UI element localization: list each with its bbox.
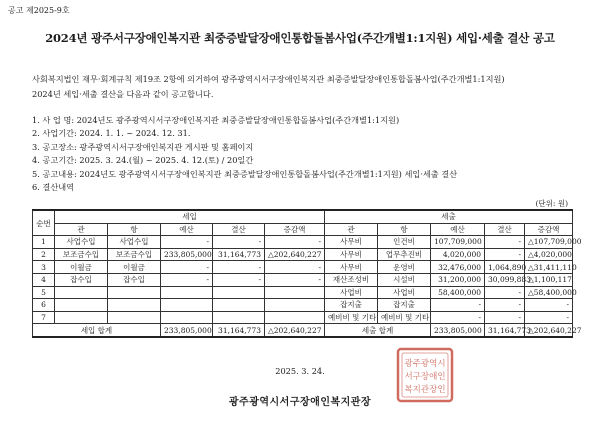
notice-items	[32, 114, 457, 194]
header-revenue: 세입	[55, 210, 325, 223]
table-header-row-2	[33, 223, 573, 236]
header-expenditure: 세출	[325, 210, 573, 223]
cell-no: 3	[33, 261, 55, 274]
cell-e-budget: 31,200,000	[431, 273, 485, 286]
notice-date: 2025. 3. 24.	[275, 366, 325, 376]
table-row	[33, 311, 573, 324]
cell-e-budget: -	[431, 311, 485, 324]
cell-e-settle: -	[485, 299, 525, 312]
cell-e-hang: 잡지출	[378, 299, 431, 312]
cell-r-hang: 잡수입	[108, 273, 161, 286]
seal-line-3: 복지관장인	[404, 385, 446, 395]
cell-e-settle: -	[485, 311, 525, 324]
cell-e-budget: 107,709,000	[431, 236, 485, 249]
item-notice-period: 4. 공고기간: 2025. 3. 24.(월) ~ 2025. 4. 12.(토) / 20일간	[32, 155, 254, 166]
header-r-gwan: 관	[55, 223, 108, 236]
cell-e-var: △4,020,000	[525, 248, 573, 261]
organization-name: 광주광역시서구장애인복지관장	[228, 397, 372, 408]
table-row	[33, 236, 573, 249]
header-e-gwan: 관	[325, 223, 378, 236]
cell-r-var	[265, 299, 325, 312]
cell-e-var: △1,100,117	[525, 273, 573, 286]
cell-r-gwan	[55, 311, 108, 324]
header-r-budget: 예산	[161, 223, 213, 236]
table-row	[33, 286, 573, 299]
cell-e-var: -	[525, 311, 573, 324]
cell-r-settle: -	[213, 261, 265, 274]
seal-line-2: 서구장애인	[404, 372, 446, 382]
seal-line-1: 광주광역시	[404, 359, 446, 369]
cell-e-budget: 32,476,000	[431, 261, 485, 274]
cell-r-hang	[108, 286, 161, 299]
header-r-settlement: 결산	[213, 223, 265, 236]
cell-e-budget: -	[431, 299, 485, 312]
cell-e-var: △107,709,000	[525, 236, 573, 249]
cell-r-settle	[213, 299, 265, 312]
cell-r-settle	[213, 311, 265, 324]
cell-r-gwan: 잡수입	[55, 273, 108, 286]
table-row	[33, 261, 573, 274]
cell-r-hang: 보조금수입	[108, 248, 161, 261]
settlement-table	[32, 209, 582, 338]
revenue-total-variance: △202,640,227	[265, 324, 325, 337]
cell-r-gwan	[55, 299, 108, 312]
header-e-settlement: 결산	[485, 223, 525, 236]
cell-r-var: -	[265, 261, 325, 274]
cell-e-hang: 업무추진비	[378, 248, 431, 261]
cell-r-var	[265, 286, 325, 299]
cell-e-gwan: 사업비	[325, 286, 378, 299]
cell-e-gwan: 예비비 및 기타	[325, 311, 378, 324]
cell-e-settle: -	[485, 236, 525, 249]
page-title: 2024년 광주서구장애인복지관 최중증발달장애인통합돌봄사업(주간개별1:1지원) 세입·세출 결산 공고	[45, 31, 555, 45]
cell-no: 4	[33, 273, 55, 286]
cell-r-settle	[213, 286, 265, 299]
cell-e-settle: -	[485, 248, 525, 261]
intro-line-1: 사회복지법인 재무·회계규칙 제19조 2항에 의거하여 광주광역시서구장애인복지관 최중증발달장애인통합돌봄사업(주간개별1:1지원)	[32, 74, 505, 84]
cell-no: 5	[33, 286, 55, 299]
expenditure-total-variance: △202,640,227	[525, 324, 573, 337]
cell-e-hang: 인건비	[378, 236, 431, 249]
cell-r-hang	[108, 299, 161, 312]
cell-r-budget: 233,805,000	[161, 248, 213, 261]
cell-r-var: -	[265, 236, 325, 249]
header-r-variance: 증감액	[265, 223, 325, 236]
cell-r-gwan: 보조금수입	[55, 248, 108, 261]
cell-r-settle: 31,164,773	[213, 248, 265, 261]
revenue-total-budget: 233,805,000	[161, 324, 213, 337]
cell-e-hang: 시설비	[378, 273, 431, 286]
cell-r-hang: 사업수입	[108, 236, 161, 249]
cell-r-hang: 이월금	[108, 261, 161, 274]
item-notice-place: 3. 공고장소: 광주광역시서구장애인복지관 게시판 및 홈페이지	[32, 141, 254, 152]
cell-no: 6	[33, 299, 55, 312]
cell-r-gwan: 이월금	[55, 261, 108, 274]
cell-e-gwan: 사무비	[325, 261, 378, 274]
item-settlement-details: 6. 결산내역	[32, 182, 75, 193]
cell-r-budget: -	[161, 261, 213, 274]
cell-r-hang	[108, 311, 161, 324]
item-business-name: 1. 사 업 명: 2024년도 광주광역시서구장애인복지관 최중증발달장애인통합돌봄사업(주간개별1:1지원)	[32, 115, 400, 125]
cell-e-gwan: 사무비	[325, 248, 378, 261]
cell-r-settle: -	[213, 236, 265, 249]
header-no: 순번	[33, 210, 55, 236]
table-row	[33, 299, 573, 312]
cell-no: 2	[33, 248, 55, 261]
cell-r-var: △202,640,227	[265, 248, 325, 261]
cell-no: 1	[33, 236, 55, 249]
cell-r-budget: -	[161, 273, 213, 286]
official-seal-icon	[394, 347, 456, 403]
cell-e-var: -	[525, 299, 573, 312]
cell-e-gwan: 사무비	[325, 236, 378, 249]
header-e-budget: 예산	[431, 223, 485, 236]
expenditure-total-label: 세출 합계	[325, 324, 431, 337]
expenditure-total-settlement: 31,164,773	[485, 324, 525, 337]
cell-r-budget	[161, 299, 213, 312]
intro-paragraph	[32, 72, 505, 102]
item-notice-content: 5. 공고내용: 2024년도 광주광역시서구장애인복지관 최중증발달장애인통합돌봄사업(주간개별1:1지원) 세입·세출 결산	[32, 168, 458, 179]
cell-no: 7	[33, 311, 55, 324]
intro-line-2: 2024년 세입·세출 결산을 다음과 같이 공고합니다.	[32, 89, 214, 99]
cell-r-settle: -	[213, 273, 265, 286]
revenue-total-label: 세입 합계	[33, 324, 161, 337]
header-e-variance: 증감액	[525, 223, 573, 236]
cell-r-var	[265, 311, 325, 324]
cell-e-budget: 58,400,000	[431, 286, 485, 299]
header-e-hang: 항	[378, 223, 431, 236]
header-r-hang: 항	[108, 223, 161, 236]
cell-r-gwan: 사업수입	[55, 236, 108, 249]
table-header-row-1	[33, 210, 573, 223]
cell-e-settle: 1,064,890	[485, 261, 525, 274]
cell-e-var: △31,411,110	[525, 261, 573, 274]
cell-r-gwan	[55, 286, 108, 299]
cell-e-hang: 사업비	[378, 286, 431, 299]
item-business-period: 2. 사업기간: 2024. 1. 1. ~ 2024. 12. 31.	[32, 128, 191, 139]
cell-e-settle: 30,099,883	[485, 273, 525, 286]
cell-r-budget	[161, 286, 213, 299]
cell-r-budget	[161, 311, 213, 324]
totals-row	[33, 324, 573, 337]
table-body	[33, 236, 582, 324]
cell-e-gwan: 재산조성비	[325, 273, 378, 286]
table-row	[33, 248, 573, 261]
expenditure-total-budget: 233,805,000	[431, 324, 485, 337]
cell-e-budget: 4,020,000	[431, 248, 485, 261]
cell-r-budget: -	[161, 236, 213, 249]
cell-r-var: -	[265, 273, 325, 286]
cell-e-settle: -	[485, 286, 525, 299]
revenue-total-settlement: 31,164,773	[213, 324, 265, 337]
cell-e-hang: 운영비	[378, 261, 431, 274]
cell-e-var: △58,400,000	[525, 286, 573, 299]
cell-e-hang: 예비비 및 기타	[378, 311, 431, 324]
table-row	[33, 273, 573, 286]
unit-label: (단위: 원)	[535, 199, 568, 208]
cell-e-gwan: 잡지출	[325, 299, 378, 312]
notice-number: 공고 제2025-9호	[8, 6, 70, 15]
